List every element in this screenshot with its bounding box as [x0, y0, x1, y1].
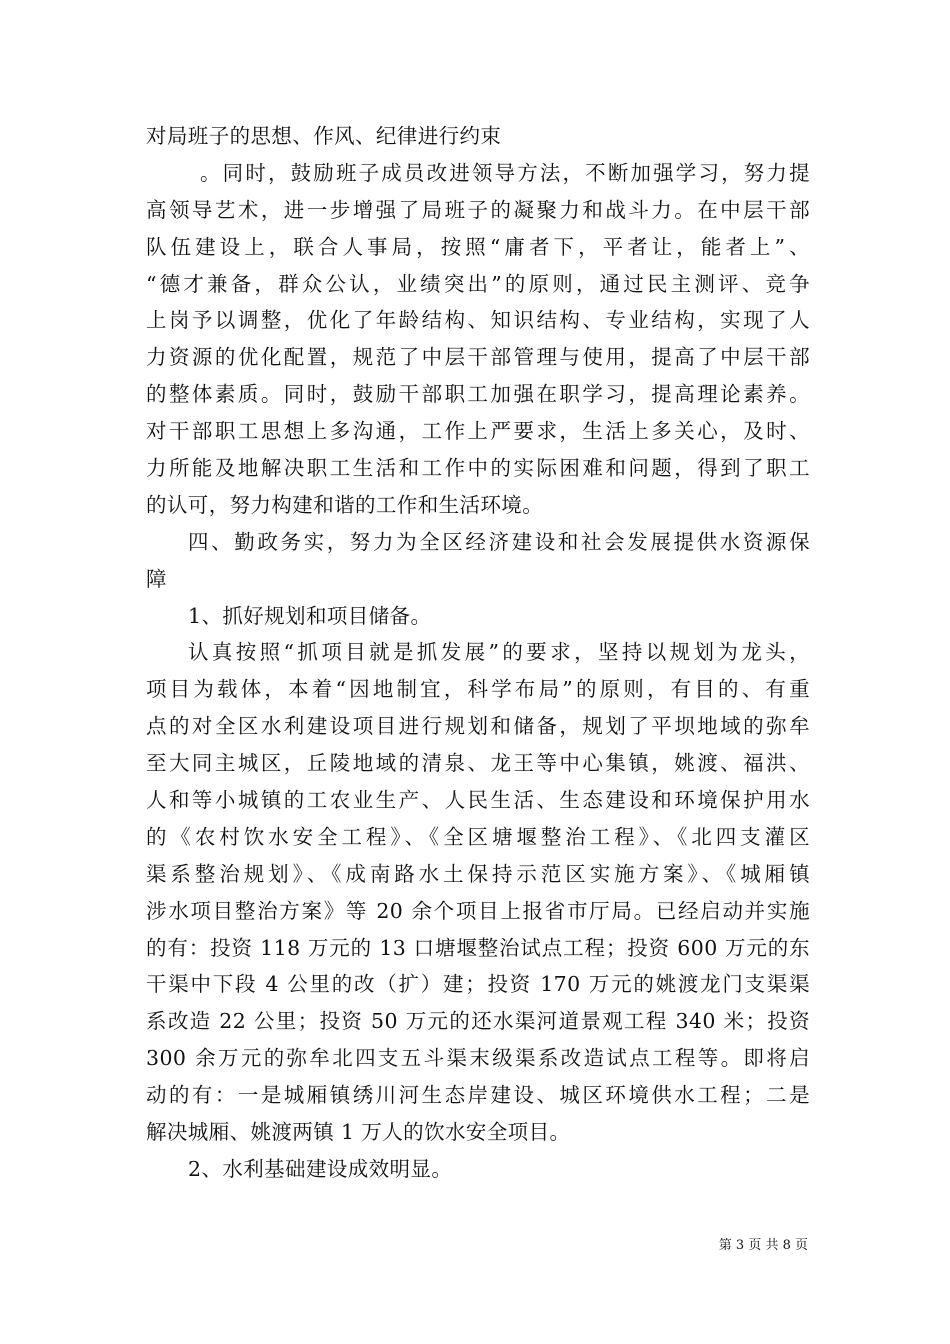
subsection-heading: 1、抓好规划和项目储备。	[188, 603, 432, 628]
text-line: 力所能及地解决职工生活和工作中的实际困难和问题，得到了职工	[146, 456, 810, 481]
text-line: 渠系整治规划》、《成南路水土保持示范区实施方案》、《城厢镇	[146, 861, 810, 886]
text-line: 上岗予以调整，优化了年龄结构、知识结构、专业结构，实现了人	[146, 308, 810, 333]
text-line: 的认可，努力构建和谐的工作和生活环境。	[146, 492, 544, 517]
text-line: 的整体素质。同时，鼓励干部职工加强在职学习，提高理论素养。	[146, 382, 810, 407]
section-heading: 四、勤政务实，努力为全区经济建设和社会发展提供水资源保	[188, 529, 810, 554]
page-number: 第 3 页 共 8 页	[718, 1238, 808, 1253]
text-line: 系改造 22 公里；投资 50 万元的还水渠河道景观工程 340 米；投资	[146, 1009, 810, 1034]
text-line: 点的对全区水利建设项目进行规划和储备，规划了平坝地域的弥牟	[146, 714, 810, 739]
section-heading-continuation: 障	[146, 566, 167, 591]
text-line: 干渠中下段 4 公里的改（扩）建；投资 170 万元的姚渡龙门支渠渠	[146, 972, 810, 997]
text-line: 队伍建设上，联合人事局，按照“庸者下，平者让，能者上”、	[146, 234, 810, 259]
text-line: 认真按照“抓项目就是抓发展”的要求，坚持以规划为龙头，	[188, 640, 810, 665]
text-line: “德才兼备，群众公认，业绩突出”的原则，通过民主测评、竞争	[146, 271, 810, 296]
subsection-heading: 2、水利基础建设成效明显。	[188, 1156, 453, 1181]
text-line: 力资源的优化配置，规范了中层干部管理与使用，提高了中层干部	[146, 345, 810, 370]
text-line: 对干部职工思想上多沟通，工作上严要求，生活上多关心，及时、	[146, 419, 810, 444]
text-line: 对局班子的思想、作风、纪律进行约束	[146, 124, 502, 148]
document-body	[146, 118, 810, 1188]
text-line: 300 余万元的弥牟北四支五斗渠末级渠系改造试点工程等。即将启	[146, 1046, 810, 1071]
text-line: 涉水项目整治方案》等 20 余个项目上报省市厅局。已经启动并实施	[146, 898, 810, 923]
text-line: 动的有：一是城厢镇绣川河生态岸建设、城区环境供水工程；二是	[146, 1083, 810, 1108]
text-line: 。同时，鼓励班子成员改进领导方法，不断加强学习，努力提	[200, 160, 810, 185]
text-line: 人和等小城镇的工农业生产、人民生活、生态建设和环境保护用水	[146, 788, 810, 813]
text-line: 的有：投资 118 万元的 13 口塘堰整治试点工程；投资 600 万元的东	[146, 935, 810, 960]
text-line: 的《农村饮水安全工程》、《全区塘堰整治工程》、《北四支灌区	[146, 824, 810, 849]
text-line: 项目为载体，本着“因地制宜，科学布局”的原则，有目的、有重	[146, 677, 810, 702]
text-line: 高领导艺术，进一步增强了局班子的凝聚力和战斗力。在中层干部	[146, 197, 810, 222]
text-line: 至大同主城区，丘陵地域的清泉、龙王等中心集镇，姚渡、福洪、	[146, 751, 810, 776]
text-line: 解决城厢、姚渡两镇 1 万人的饮水安全项目。	[146, 1120, 571, 1145]
